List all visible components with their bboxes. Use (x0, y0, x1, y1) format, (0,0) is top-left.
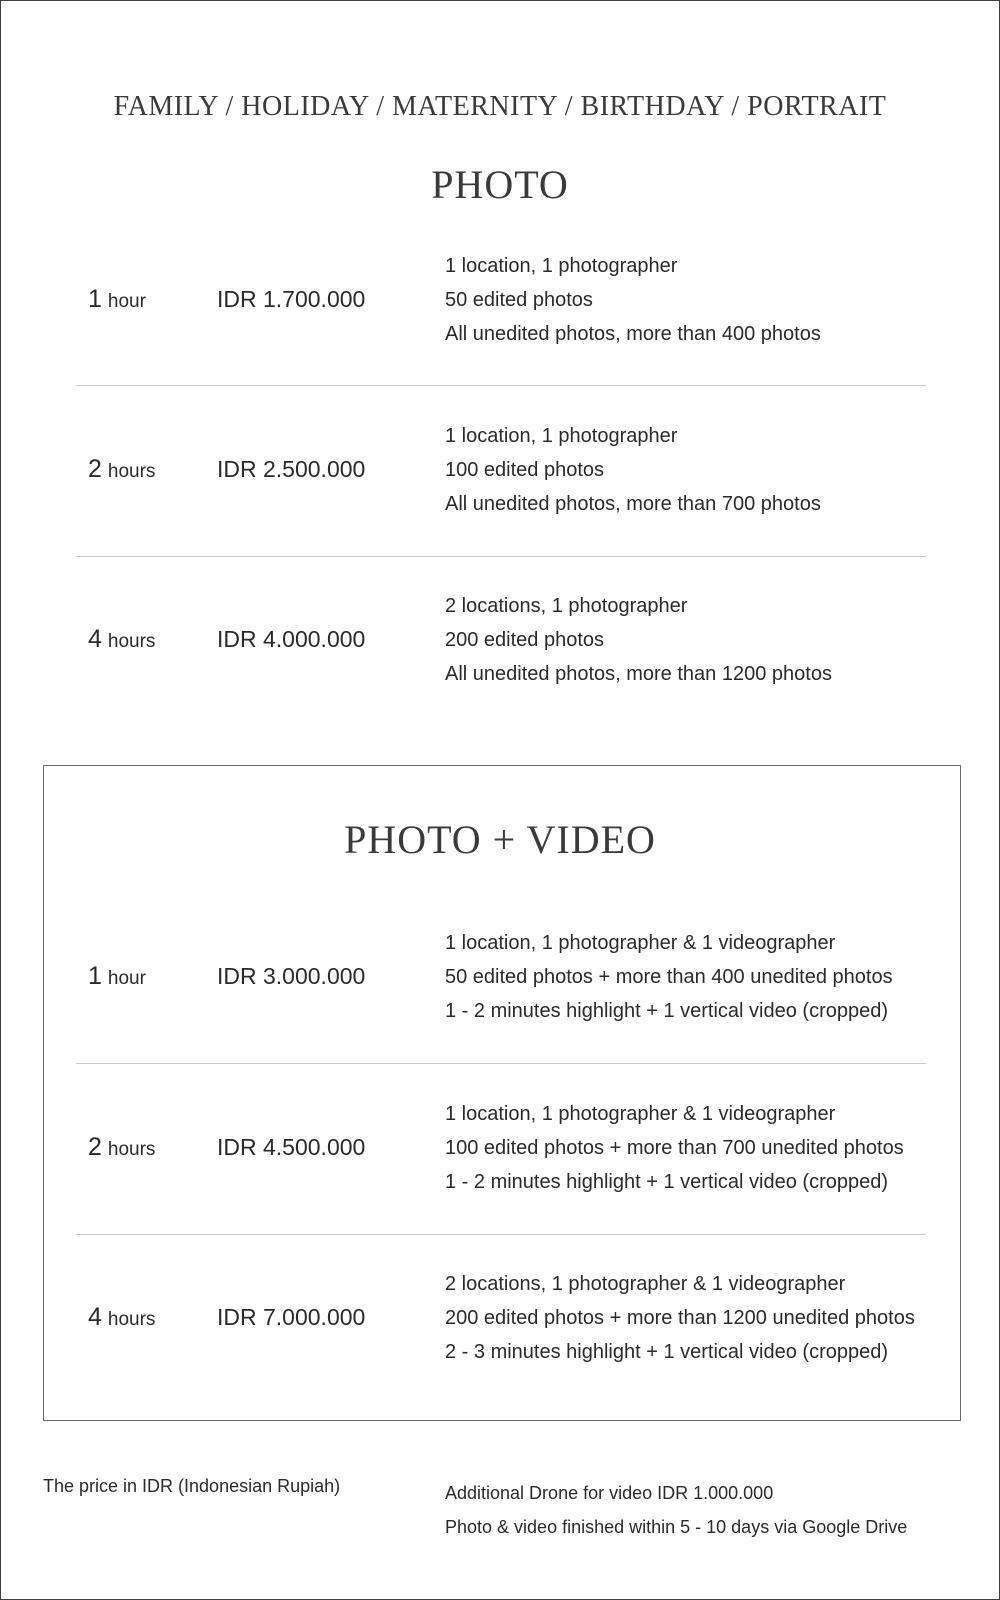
detail-line: 50 edited photos + more than 400 unedited photos (445, 966, 893, 988)
package-duration: 2 hours (88, 1133, 156, 1161)
photo-package-1 (76, 249, 926, 359)
divider (76, 1234, 926, 1235)
package-details (445, 249, 965, 351)
package-duration: 4 hours (88, 1303, 156, 1331)
divider (76, 385, 926, 386)
package-price: IDR 1.700.000 (217, 286, 366, 312)
detail-line: 200 edited photos + more than 1200 unedited photos (445, 1307, 915, 1329)
package-price: IDR 7.000.000 (217, 1304, 366, 1330)
detail-line: 1 - 2 minutes highlight + 1 vertical video (cropped) (445, 1171, 889, 1193)
detail-line: 2 locations, 1 photographer & 1 videographer (445, 1273, 846, 1295)
photo-video-package-3 (76, 1267, 926, 1377)
package-details (445, 589, 965, 691)
package-price: IDR 2.500.000 (217, 456, 366, 482)
divider (76, 1063, 926, 1064)
photo-video-section-title: PHOTO + VIDEO (344, 817, 656, 862)
currency-note: The price in IDR (Indonesian Rupiah) (43, 1476, 341, 1496)
categories-heading: FAMILY / HOLIDAY / MATERNITY / BIRTHDAY / PORTRAIT (113, 91, 887, 122)
detail-line: 2 - 3 minutes highlight + 1 vertical video (cropped) (445, 1341, 889, 1363)
photo-video-package-1 (76, 926, 926, 1036)
detail-line: 2 locations, 1 photographer (445, 595, 688, 617)
drone-note: Additional Drone for video IDR 1.000.000 (445, 1483, 774, 1503)
delivery-note: Photo & video finished within 5 - 10 days via Google Drive (445, 1517, 908, 1537)
package-details (445, 1097, 965, 1199)
detail-line: All unedited photos, more than 700 photos (445, 493, 821, 515)
detail-line: 1 location, 1 photographer (445, 255, 678, 277)
package-price: IDR 3.000.000 (217, 963, 366, 989)
detail-line: All unedited photos, more than 1200 photos (445, 663, 832, 685)
photo-section-title: PHOTO (431, 162, 569, 207)
detail-line: 1 - 2 minutes highlight + 1 vertical video (cropped) (445, 1000, 889, 1022)
package-price: IDR 4.000.000 (217, 626, 366, 652)
package-duration: 1 hour (88, 285, 146, 313)
detail-line: 200 edited photos (445, 629, 605, 651)
photo-package-3 (76, 589, 926, 699)
divider (76, 556, 926, 557)
detail-line: 100 edited photos (445, 459, 605, 481)
detail-line: 1 location, 1 photographer & 1 videographer (445, 1103, 836, 1125)
detail-line: 100 edited photos + more than 700 unedited photos (445, 1137, 904, 1159)
package-details (445, 926, 965, 1028)
package-duration: 1 hour (88, 962, 146, 990)
package-details (445, 1267, 965, 1369)
footer-notes (445, 1476, 907, 1544)
detail-line: 1 location, 1 photographer (445, 425, 678, 447)
detail-line: 50 edited photos (445, 289, 593, 311)
detail-line: All unedited photos, more than 400 photos (445, 323, 821, 345)
package-duration: 2 hours (88, 455, 156, 483)
package-details (445, 419, 965, 521)
detail-line: 1 location, 1 photographer & 1 videographer (445, 932, 836, 954)
photo-video-package-2 (76, 1097, 926, 1207)
package-duration: 4 hours (88, 625, 156, 653)
photo-package-2 (76, 419, 926, 529)
package-price: IDR 4.500.000 (217, 1134, 366, 1160)
